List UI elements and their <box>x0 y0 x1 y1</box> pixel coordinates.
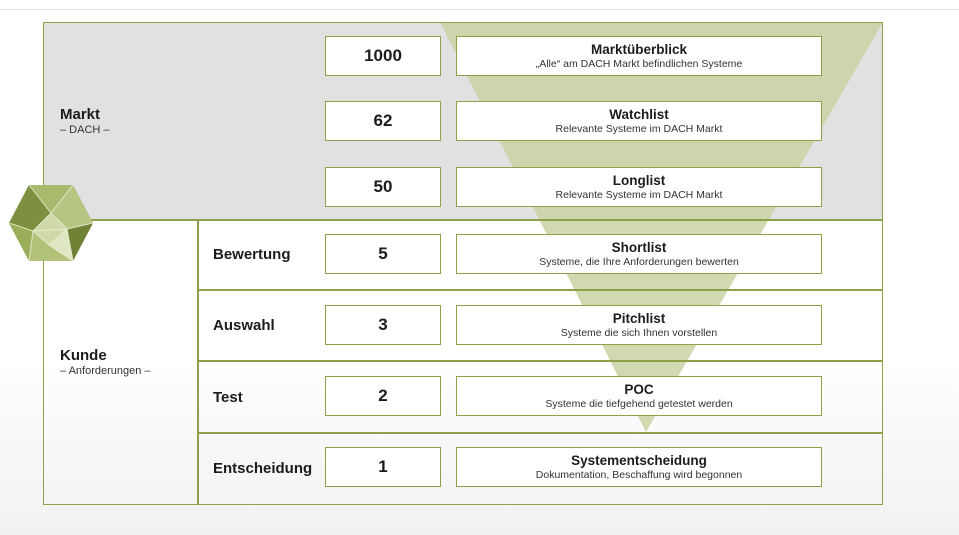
group-label-kunde <box>60 347 151 377</box>
count-box-longlist: 50 <box>325 167 441 207</box>
group-subtitle: – Anforderungen – <box>60 365 151 377</box>
list-subtitle: Systeme, die Ihre Anforderungen bewerten <box>539 255 739 268</box>
count-box-systementscheidung: 1 <box>325 447 441 487</box>
count-box-watchlist: 62 <box>325 101 441 141</box>
stage-label-entscheidung: Entscheidung <box>213 460 313 477</box>
stage-label-auswahl: Auswahl <box>213 317 275 334</box>
list-subtitle: Dokumentation, Beschaffung wird begonnen <box>535 468 743 481</box>
list-title: Pitchlist <box>612 310 666 326</box>
stage-label-bewertung: Bewertung <box>213 246 291 263</box>
stage-label-test: Test <box>213 389 243 406</box>
list-box-poc <box>456 376 822 416</box>
list-title: Shortlist <box>611 239 667 255</box>
row-divider <box>197 360 883 362</box>
list-title: Systementscheidung <box>571 452 707 468</box>
list-box-systementscheidung <box>456 447 822 487</box>
group-title: Kunde <box>60 347 107 364</box>
list-subtitle: Systeme die sich Ihnen vorstellen <box>560 326 718 339</box>
list-title: Marktüberblick <box>590 41 688 57</box>
stage-column-divider <box>197 220 199 505</box>
group-title: Markt <box>60 106 101 123</box>
row-divider <box>197 432 883 434</box>
count-box-shortlist: 5 <box>325 234 441 274</box>
green-polyhedron-gem-icon <box>9 183 93 263</box>
list-box-marktueberblick <box>456 36 822 76</box>
list-box-longlist <box>456 167 822 207</box>
list-box-watchlist <box>456 101 822 141</box>
row-divider <box>197 289 883 291</box>
list-subtitle: „Alle“ am DACH Markt befindlichen Systeme <box>535 57 743 70</box>
group-subtitle: – DACH – <box>60 124 110 136</box>
count-box-pitchlist: 3 <box>325 305 441 345</box>
section-divider <box>43 219 883 221</box>
list-title: Watchlist <box>609 106 669 122</box>
list-title: Longlist <box>612 172 666 188</box>
list-box-shortlist <box>456 234 822 274</box>
list-box-pitchlist <box>456 305 822 345</box>
list-subtitle: Systeme die tiefgehend getestet werden <box>545 397 733 410</box>
list-subtitle: Relevante Systeme im DACH Markt <box>555 122 723 135</box>
count-box-poc: 2 <box>325 376 441 416</box>
group-label-markt <box>60 106 110 136</box>
list-title: POC <box>624 381 654 397</box>
count-box-marktueberblick: 1000 <box>325 36 441 76</box>
list-subtitle: Relevante Systeme im DACH Markt <box>555 188 723 201</box>
